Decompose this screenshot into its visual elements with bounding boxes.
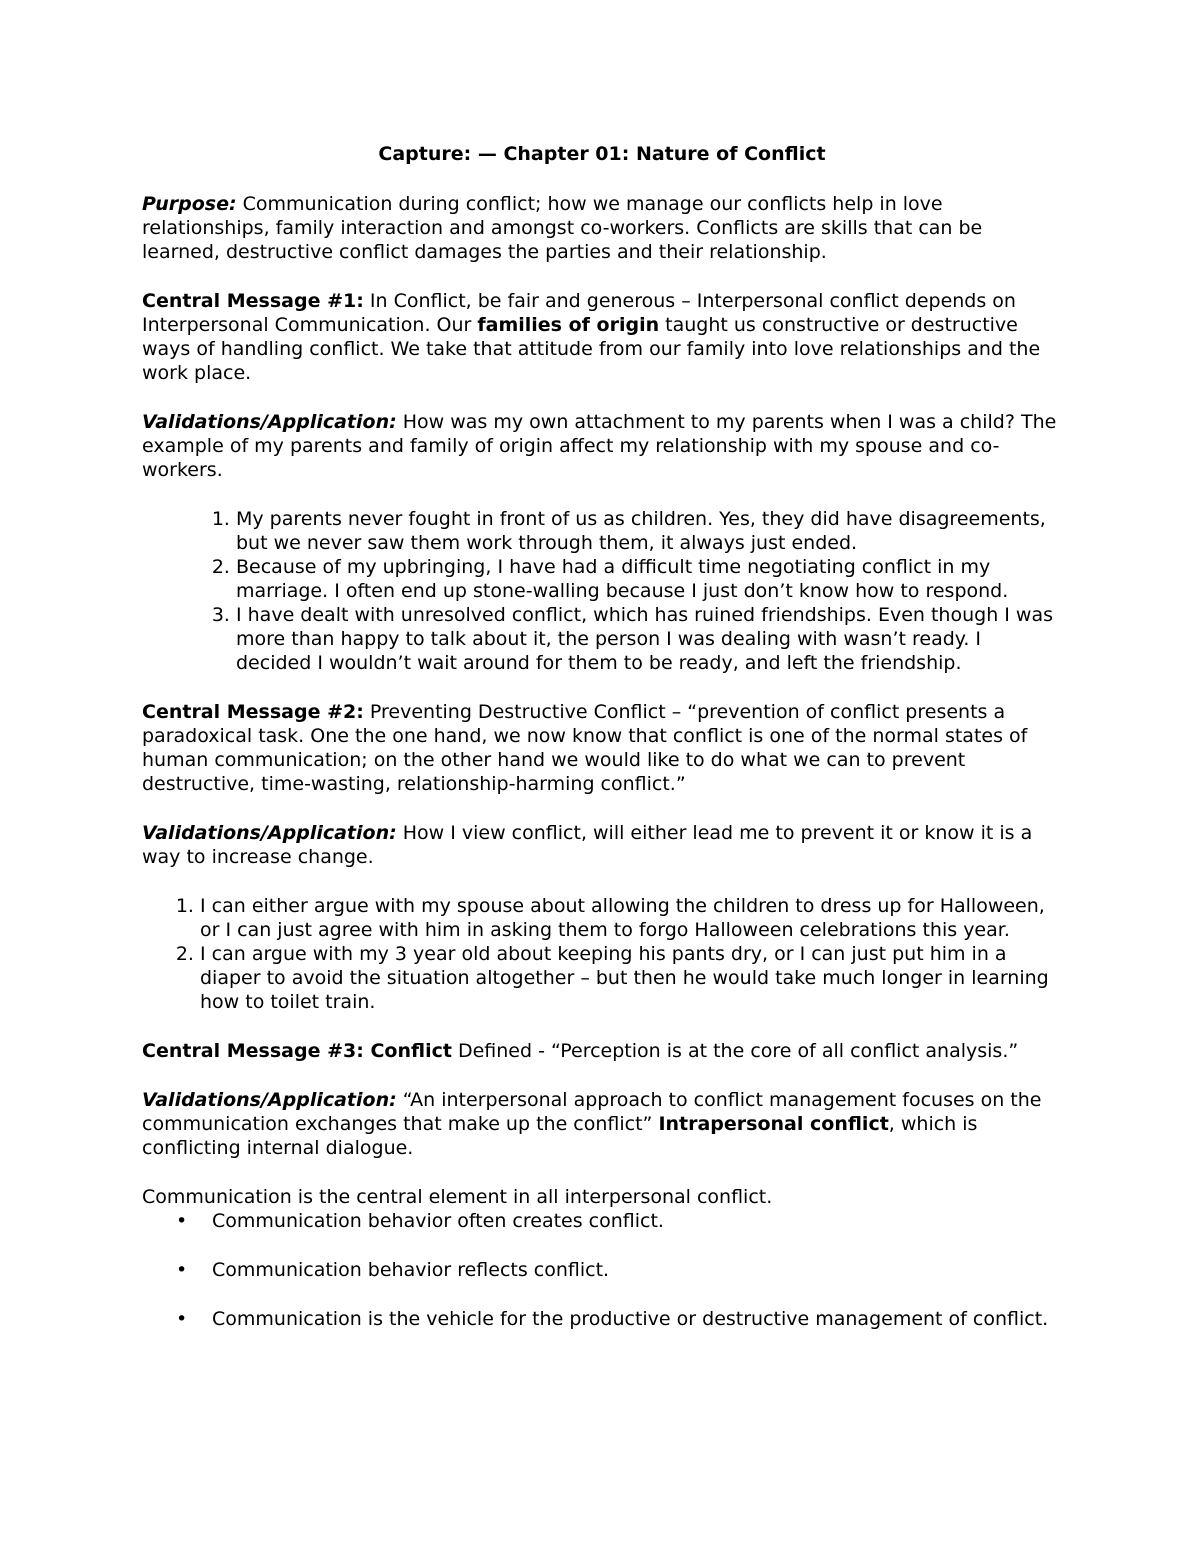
validation-2-list	[142, 894, 1062, 1014]
central-message-1-text: In Conflict, be fair and generous – Interpersonal conflict depends on Interpersonal Communication. Our	[142, 290, 1016, 336]
validation-1	[142, 410, 1062, 482]
validation-3	[142, 1088, 1062, 1160]
central-message-1	[142, 289, 1062, 385]
list-item: 2. I can argue with my 3 year old about keeping his pants dry, or I can just put him in a diaper to avoid the situation altogether – but then he would take much longer in learning how to toilet train.	[200, 942, 1062, 1014]
communication-bullets	[142, 1209, 1062, 1331]
communication-intro: Communication is the central element in all interpersonal conflict.	[142, 1186, 773, 1208]
central-message-3	[142, 1039, 1062, 1063]
list-item: 1. I can either argue with my spouse about allowing the children to dress up for Halloween, or I can just agree with him in asking them to forgo Halloween celebrations this year.	[200, 894, 1062, 942]
list-item: 2. Because of my upbringing, I have had a difficult time negotiating conflict in my marriage. I often end up stone-walling because I just don’t know how to respond.	[236, 555, 1062, 603]
bullet-text: Communication behavior often creates conflict.	[212, 1210, 664, 1232]
bullet-text: Communication behavior reflects conflict.	[212, 1259, 610, 1281]
list-item	[142, 1209, 1062, 1233]
validation-1-list	[142, 507, 1062, 675]
validation-1-text: How was my own attachment to my parents when I was a child? The example of my parents and family of origin affect my relationship with my spouse and co-workers.	[142, 411, 1057, 481]
purpose-text: Communication during conflict; how we manage our conflicts help in love relationships, family interaction and amongst co-workers. Conflicts are skills that can be learned, destructive conflict damages the parties and their relationship.	[142, 193, 983, 263]
bullet-icon: •	[176, 1259, 188, 1281]
central-message-3-label: Central Message #3:	[142, 1040, 364, 1062]
bullet-icon: •	[176, 1308, 188, 1330]
document-body	[142, 141, 1062, 1356]
central-message-2	[142, 700, 1062, 796]
bullet-text: Communication is the vehicle for the productive or destructive management of conflict.	[212, 1308, 1049, 1330]
list-item: 3. I have dealt with unresolved conflict, which has ruined friendships. Even though I was more than happy to talk about it, the person I was dealing with wasn’t ready. I decided I wouldn’t wait around for them to be ready, and left the friendship.	[236, 603, 1062, 675]
central-message-2-text: Preventing Destructive Conflict – “prevention of conflict presents a paradoxical task. One the one hand, we now know that conflict is one of the normal states of human communication; on the other hand we would like to do what we can to prevent destructive, time-wasting, relationship-harming conflict.”	[142, 701, 1028, 795]
validation-3-label: Validations/Application:	[142, 1089, 397, 1111]
page-title: Capture: — Chapter 01: Nature of Conflict	[378, 143, 826, 165]
list-item	[142, 1307, 1062, 1331]
validation-3-text: “An interpersonal approach to conflict management focuses on the communication exchanges that make up the conflict”	[142, 1089, 1042, 1135]
validation-2-text: How I view conflict, will either lead me to prevent it or know it is a way to increase change.	[142, 822, 1033, 868]
central-message-3-text: Defined - “Perception is at the core of all conflict analysis.”	[451, 1040, 1019, 1062]
list-item	[142, 1258, 1062, 1282]
validation-3-text-cont: , which is conflicting internal dialogue.	[142, 1113, 978, 1159]
central-message-1-label: Central Message #1:	[142, 290, 364, 312]
validation-1-label: Validations/Application:	[142, 411, 397, 433]
central-message-1-text-cont: taught us constructive or destructive ways of handling conflict. We take that attitude from our family into love relationships and the work place.	[142, 314, 1041, 384]
purpose-paragraph	[142, 192, 1062, 264]
families-of-origin-term: families of origin	[477, 314, 660, 336]
validation-2	[142, 821, 1062, 869]
intrapersonal-conflict-term: Intrapersonal conflict	[658, 1113, 889, 1135]
bullet-icon: •	[176, 1210, 188, 1232]
validation-2-label: Validations/Application:	[142, 822, 397, 844]
list-item: 1. My parents never fought in front of us as children. Yes, they did have disagreements, but we never saw them work through them, it always just ended.	[236, 507, 1062, 555]
purpose-label: Purpose:	[142, 193, 237, 215]
conflict-term: Conflict	[363, 1040, 452, 1062]
central-message-2-label: Central Message #2:	[142, 701, 364, 723]
